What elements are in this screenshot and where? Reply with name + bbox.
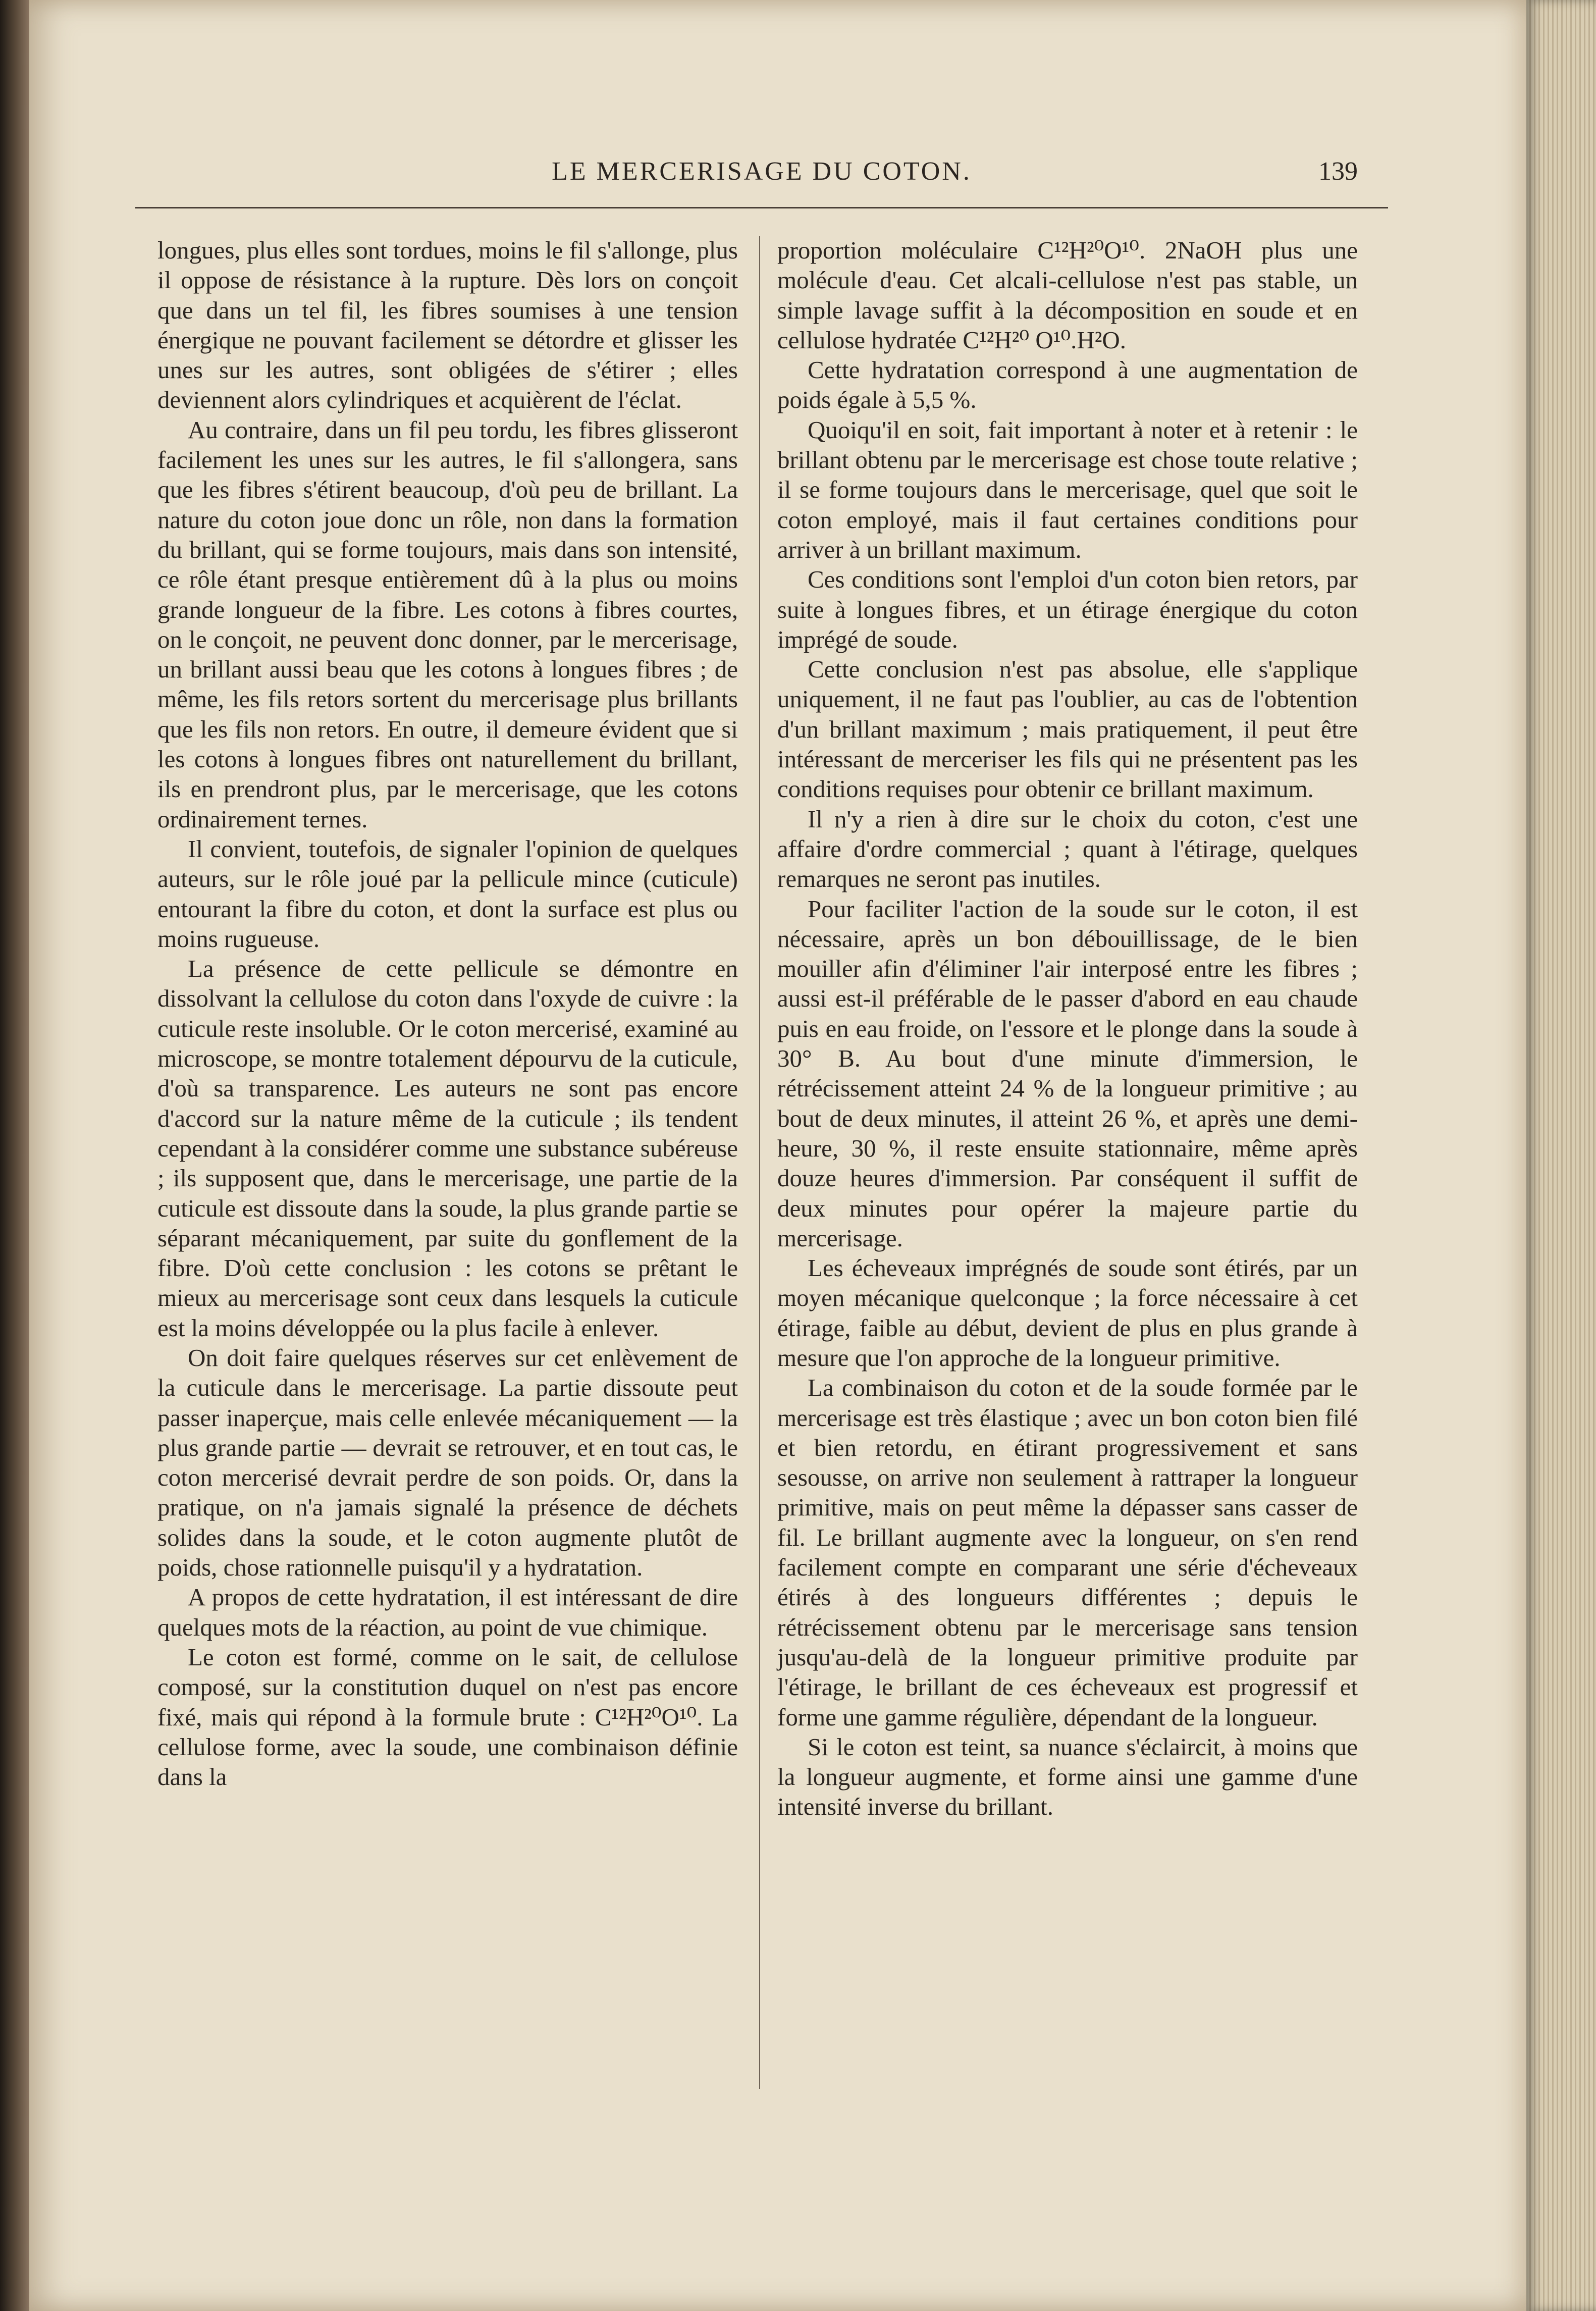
page-number: 139: [1318, 157, 1358, 186]
page-header: [135, 151, 1388, 197]
paragraph: Les écheveaux imprégnés de soude sont étirés, par un moyen mécanique quelconque ; la force nécessaire à cet étirage, faible au début, devient de plus en plus grande à mesure que l'on approche de la longueur primitive.: [777, 1254, 1358, 1372]
page-stack-edge: [1526, 0, 1596, 2311]
paragraph: La présence de cette pellicule se démontre en dissolvant la cellulose du coton dans l'oxyde de cuivre : la cuticule reste insoluble. Or le coton mercerisé, examiné au microscope, se montre totalement dépourvu de la cuticule, d'où sa transparence. Les auteurs ne sont pas encore d'accord sur la nature même de la cuticule ; ils tendent cependant à la considérer comme une substance subéreuse ; ils supposent que, dans le mercerisage, une partie de la cuticule est dissoute dans la soude, la plus grande partie se séparant mécaniquement, par suite du gonflement de la fibre. D'où cette conclusion : les cotons se prêtant le mieux au mercerisage sont ceux dans lesquels la cuticule est la moins développée ou la plus facile à enlever.: [157, 955, 738, 1342]
right-column: [777, 235, 1358, 1822]
paragraph: Au contraire, dans un fil peu tordu, les fibres glisseront facilement les unes sur les autres, le fil s'allongera, sans que les fibres s'étirent beaucoup, d'où peu de brillant. La nature du coton joue donc un rôle, non dans la formation du brillant, qui se forme toujours, mais dans son intensité, ce rôle étant presque entièrement dû à la plus ou moins grande longueur de la fibre. Les cotons à fibres courtes, on le conçoit, ne peuvent donc donner, par le mercerisage, un brillant aussi beau que les cotons à longues fibres ; de même, les fils retors sortent du mercerisage plus brillants que les fils non retors. En outre, il demeure évident que si les cotons à longues fibres ont naturellement du brillant, ils en prendront plus, par le mercerisage, que les cotons ordinairement ternes.: [157, 415, 738, 833]
paragraph: Ces conditions sont l'emploi d'un coton bien retors, par suite à longues fibres, et un étirage énergique du coton imprégé de soude.: [777, 565, 1358, 653]
paragraph: longues, plus elles sont tordues, moins le fil s'allonge, plus il oppose de résistance à la rupture. Dès lors on conçoit que dans un tel fil, les fibres soumises à une tension énergique ne pouvant facilement se détordre et glisser les unes sur les autres, sont obligées de s'étirer ; elles deviennent alors cylindriques et acquièrent de l'éclat.: [157, 236, 738, 414]
paragraph: A propos de cette hydratation, il est intéressant de dire quelques mots de la réaction, au point de vue chimique.: [157, 1583, 738, 1641]
column-divider: [759, 236, 760, 2089]
paragraph: Pour faciliter l'action de la soude sur le coton, il est nécessaire, après un bon débouillissage, de le bien mouiller afin d'éliminer l'air interposé entre les fibres ; aussi est-il préférable de le passer d'abord en eau chaude puis en eau froide, on l'essore et le plonge dans la soude à 30° B. Au bout d'une minute d'immersion, le rétrécissement atteint 24 % de la longueur primitive ; au bout de deux minutes, il atteint 26 %, et après une demi-heure, 30 %, il reste ensuite stationnaire, même après douze heures d'immersion. Par conséquent il suffit de deux minutes pour opérer la majeure partie du mercerisage.: [777, 895, 1358, 1252]
paragraph: Le coton est formé, comme on le sait, de cellulose composé, sur la constitution duquel on n'est pas encore fixé, mais qui répond à la formule brute : C¹²H²⁰O¹⁰. La cellulose forme, avec la soude, une combinaison définie dans la: [157, 1643, 738, 1791]
book-spine-edge: [0, 0, 29, 2311]
paragraph: Cette hydratation correspond à une augmentation de poids égale à 5,5 %.: [777, 356, 1358, 414]
paragraph: Si le coton est teint, sa nuance s'éclaircit, à moins que la longueur augmente, et forme ainsi une gamme d'une intensité inverse du brillant.: [777, 1732, 1358, 1821]
paragraph: Cette conclusion n'est pas absolue, elle s'applique uniquement, il ne faut pas l'oublier, au cas de l'obtention d'un brillant maximum ; mais pratiquement, il peut être intéressant de merceriser les fils qui ne présentent pas les conditions requises pour obtenir ce brillant maximum.: [777, 655, 1358, 803]
left-column: [157, 235, 738, 1792]
paragraph: Il n'y a rien à dire sur le choix du coton, c'est une affaire d'ordre commercial ; quant à l'étirage, quelques remarques ne seront pas inutiles.: [777, 805, 1358, 893]
running-title: LE MERCERISAGE DU COTON.: [552, 157, 972, 186]
paragraph: proportion moléculaire C¹²H²⁰O¹⁰. 2NaOH plus une molécule d'eau. Cet alcali-cellulose n'est pas stable, un simple lavage suffit à la décomposition en soude et en cellulose hydratée C¹²H²⁰ O¹⁰.H²O.: [777, 236, 1358, 354]
paragraph: La combinaison du coton et de la soude formée par le mercerisage est très élastique ; avec un bon coton bien filé et bien retordu, en étirant progressivement et sans sesousse, on arrive non seulement à rattraper la longueur primitive, mais on peut même la dépasser sans casser de fil. Le brillant augmente avec la longueur, on s'en rend facilement compte en comparant une série d'écheveaux étirés à des longueurs différentes ; depuis le rétrécissement obtenu par le mercerisage sans tension jusqu'au-delà de la longueur primitive produite par l'étirage, le brillant de ces écheveaux est progressif et forme une gamme régulière, dépendant de la longueur.: [777, 1374, 1358, 1731]
paragraph: Il convient, toutefois, de signaler l'opinion de quelques auteurs, sur le rôle joué par la pellicule mince (cuticule) entourant la fibre du coton, et dont la surface est plus ou moins rugueuse.: [157, 834, 738, 953]
paragraph: On doit faire quelques réserves sur cet enlèvement de la cuticule dans le mercerisage. La partie dissoute peut passer inaperçue, mais celle enlevée mécaniquement — la plus grande partie — devrait se retrouver, et en tout cas, le coton mercerisé devrait perdre de son poids. Or, dans la pratique, on n'a jamais signalé la présence de déchets solides dans la soude, et le coton augmente plutôt de poids, chose rationnelle puisqu'il y a hydratation.: [157, 1343, 738, 1582]
header-rule: [135, 207, 1388, 208]
paragraph: Quoiqu'il en soit, fait important à noter et à retenir : le brillant obtenu par le mercerisage est chose toute relative ; il se forme toujours dans le mercerisage, quel que soit le coton employé, mais il faut certaines conditions pour arriver à un brillant maximum.: [777, 415, 1358, 563]
